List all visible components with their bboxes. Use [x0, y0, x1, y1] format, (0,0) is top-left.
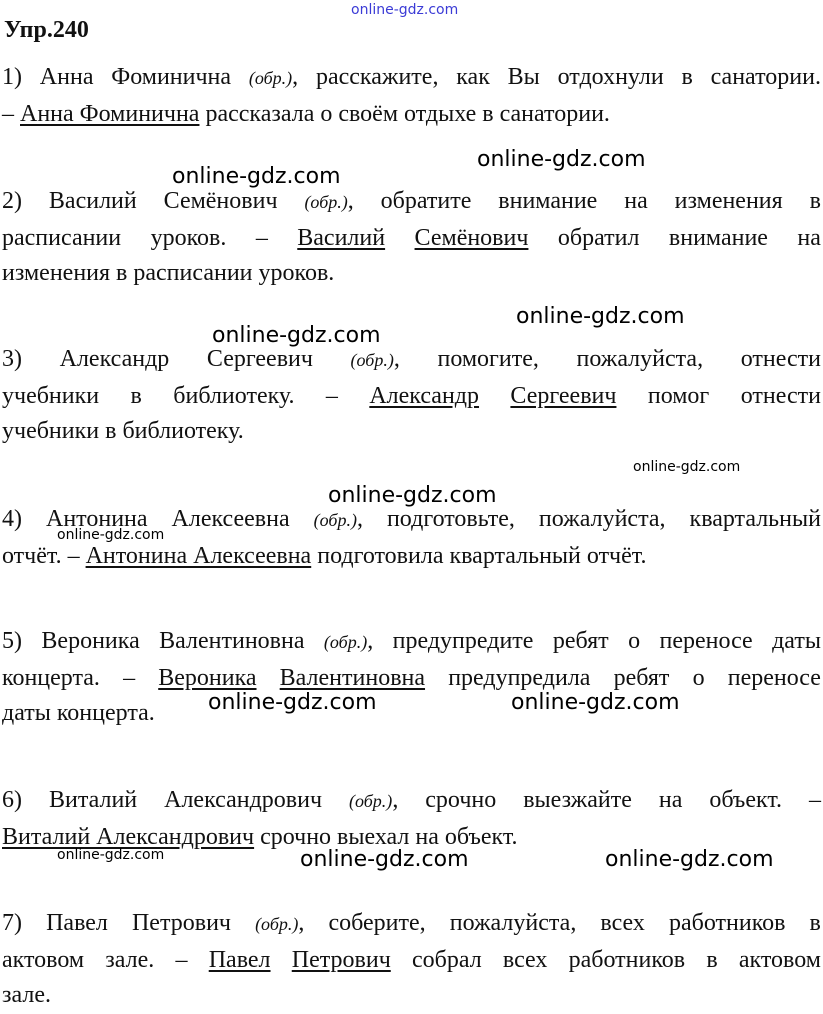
address-mark: (обр.)	[323, 632, 368, 652]
text-line	[2, 414, 821, 450]
paragraph-2	[2, 184, 821, 292]
text-segment: –	[325, 382, 338, 409]
text-segment: ,	[392, 787, 399, 813]
text-segment: уроков.	[150, 224, 227, 251]
text-segment: рассказала о своём отдыхе в санатории.	[199, 100, 610, 127]
text-segment: ,	[292, 64, 299, 90]
text-segment: учебники	[2, 382, 100, 409]
watermark-text: online-gdz.com	[605, 847, 774, 872]
text-segment: ,	[347, 188, 354, 214]
text-segment: соберите,	[328, 910, 426, 936]
underlined-name: Александр	[369, 382, 480, 409]
text-segment	[304, 184, 353, 221]
text-segment: внимание	[668, 224, 768, 251]
watermark-text: online-gdz.com	[208, 690, 377, 715]
text-segment	[324, 624, 373, 661]
text-segment: санатории.	[710, 64, 821, 90]
text-segment: Вероника	[41, 628, 140, 654]
text-segment: на	[658, 787, 683, 813]
text-line	[2, 696, 821, 732]
watermark-text: online-gdz.com	[212, 323, 381, 348]
address-mark: (обр.)	[313, 510, 357, 530]
text-line	[2, 256, 821, 292]
text-segment	[255, 906, 304, 943]
underlined-name: Сергеевич	[510, 382, 617, 409]
text-segment: всех	[600, 910, 645, 936]
text-segment: помогите,	[437, 346, 539, 372]
underlined-name: Семёнович	[414, 224, 529, 251]
text-segment: Василий	[48, 188, 137, 214]
text-segment: ,	[356, 506, 363, 532]
text-segment: Сергеевич	[206, 346, 313, 372]
watermark-text: online-gdz.com	[57, 527, 165, 543]
text-segment: работников	[668, 910, 786, 936]
address-mark: (обр.)	[255, 914, 299, 934]
watermark-text: online-gdz.com	[57, 847, 165, 863]
underlined-name: Валентиновна	[279, 664, 426, 691]
text-segment: 1)	[2, 64, 22, 90]
text-segment: как	[456, 64, 490, 90]
text-segment: в	[130, 382, 142, 409]
paragraph-6	[2, 783, 821, 855]
text-segment: –	[255, 224, 268, 251]
text-segment: подготовьте,	[386, 506, 515, 532]
address-mark: (обр.)	[349, 791, 393, 811]
text-line	[2, 221, 821, 257]
text-segment: о	[692, 664, 705, 691]
text-segment: –	[808, 787, 821, 813]
text-segment: ,	[298, 910, 305, 936]
paragraph-3	[2, 342, 821, 450]
text-segment: на	[624, 188, 648, 214]
text-segment: отнести	[740, 382, 821, 409]
text-segment: –	[2, 100, 20, 127]
text-segment: объект.	[709, 787, 783, 813]
text-segment: учебники в библиотеку.	[2, 418, 244, 444]
text-segment: изменения в расписании уроков.	[2, 260, 335, 286]
text-segment: Антонина	[46, 506, 148, 532]
text-segment: Павел	[46, 910, 108, 936]
text-segment: Александр	[59, 346, 170, 372]
text-segment	[349, 783, 398, 820]
text-segment: срочно выехал на объект.	[254, 823, 518, 850]
text-segment: Петрович	[131, 910, 231, 936]
text-segment: –	[123, 664, 136, 691]
text-segment: Анна	[39, 64, 94, 90]
text-line	[2, 783, 821, 820]
text-line	[2, 906, 821, 943]
address-mark: (обр.)	[350, 350, 394, 370]
text-segment: 5)	[2, 628, 22, 654]
underlined-name: Вероника	[158, 664, 257, 691]
text-line	[2, 60, 821, 97]
text-segment: актовом	[2, 946, 85, 973]
text-segment: помог	[647, 382, 710, 409]
text-line	[2, 184, 821, 221]
text-segment: всех	[502, 946, 548, 973]
text-line	[2, 539, 821, 575]
text-segment: пожалуйста,	[538, 506, 666, 532]
text-segment: Виталий	[48, 787, 138, 813]
text-segment: –	[175, 946, 188, 973]
watermark-text: online-gdz.com	[477, 147, 646, 172]
text-segment: собрал	[411, 946, 482, 973]
text-segment: отдохнули	[557, 64, 664, 90]
text-segment: 6)	[2, 787, 22, 813]
text-segment: обратите	[380, 188, 472, 214]
text-segment: ,	[367, 628, 374, 654]
text-segment: на	[797, 224, 821, 251]
text-segment: обратил	[557, 224, 640, 251]
text-segment: переносе	[659, 628, 753, 654]
text-segment	[249, 60, 298, 97]
text-segment: Алексеевна	[171, 506, 290, 532]
text-line	[2, 624, 821, 661]
watermark-text: online-gdz.com	[351, 2, 459, 18]
watermark-text: online-gdz.com	[300, 847, 469, 872]
text-segment: зале.	[2, 982, 51, 1008]
text-segment: Валентиновна	[159, 628, 305, 654]
underlined-name: Василий	[297, 224, 386, 251]
text-segment: ребят	[552, 628, 609, 654]
text-segment: даты концерта.	[2, 700, 155, 726]
text-segment: расскажите,	[315, 64, 439, 90]
text-segment: предупредила	[448, 664, 591, 691]
paragraph-5	[2, 624, 821, 732]
underlined-name: Павел	[208, 946, 271, 973]
text-segment: предупредите	[392, 628, 534, 654]
text-segment: подготовила квартальный отчёт.	[311, 542, 647, 569]
text-segment: Александрович	[164, 787, 323, 813]
text-segment: 7)	[2, 910, 22, 936]
text-segment: отнести	[740, 346, 821, 372]
text-segment: изменения	[674, 188, 783, 214]
watermark-text: online-gdz.com	[172, 164, 341, 189]
text-line	[2, 342, 821, 379]
text-segment: концерта.	[2, 664, 100, 691]
text-segment: срочно	[425, 787, 497, 813]
text-segment: переносе	[727, 664, 821, 691]
underlined-name: Виталий Александрович	[2, 823, 255, 850]
text-segment: 4)	[2, 506, 22, 532]
text-segment: актовом	[738, 946, 821, 973]
text-segment: в	[809, 910, 821, 936]
text-segment: в	[706, 946, 718, 973]
text-segment: Семёнович	[163, 188, 278, 214]
underlined-name: Анна Фоминична	[20, 100, 200, 127]
text-segment: ,	[393, 346, 400, 372]
paragraph-1	[2, 60, 821, 132]
text-line	[2, 379, 821, 415]
text-line	[2, 943, 821, 979]
text-segment: библиотеку.	[173, 382, 295, 409]
text-segment: расписании	[2, 224, 122, 251]
watermark-text: online-gdz.com	[633, 459, 741, 475]
text-segment: в	[809, 188, 821, 214]
address-mark: (обр.)	[304, 192, 348, 212]
text-segment: Фоминична	[111, 64, 232, 90]
text-segment: в	[681, 64, 693, 90]
text-segment: квартальный	[689, 506, 821, 532]
text-segment: пожалуйста,	[576, 346, 704, 372]
text-segment: о	[628, 628, 641, 654]
text-segment: 2)	[2, 188, 22, 214]
watermark-text: online-gdz.com	[511, 690, 680, 715]
text-segment: зале.	[105, 946, 155, 973]
underlined-name: Петрович	[291, 946, 391, 973]
text-line	[2, 661, 821, 697]
exercise-title: Упр.240	[4, 17, 89, 43]
watermark-text: online-gdz.com	[328, 483, 497, 508]
watermark-text: online-gdz.com	[516, 304, 685, 329]
address-mark: (обр.)	[248, 68, 293, 88]
text-segment: ребят	[613, 664, 670, 691]
text-segment: отчёт. –	[2, 542, 86, 569]
text-line	[2, 97, 821, 133]
text-line	[2, 978, 821, 1014]
text-segment: Вы	[507, 64, 540, 90]
underlined-name: Антонина Алексеевна	[85, 542, 312, 569]
text-segment: работников	[568, 946, 686, 973]
text-segment: 3)	[2, 346, 22, 372]
text-segment: пожалуйста,	[449, 910, 577, 936]
text-segment: внимание	[498, 188, 598, 214]
text-segment: даты	[772, 628, 821, 654]
text-segment: выезжайте	[523, 787, 632, 813]
paragraph-7	[2, 906, 821, 1014]
